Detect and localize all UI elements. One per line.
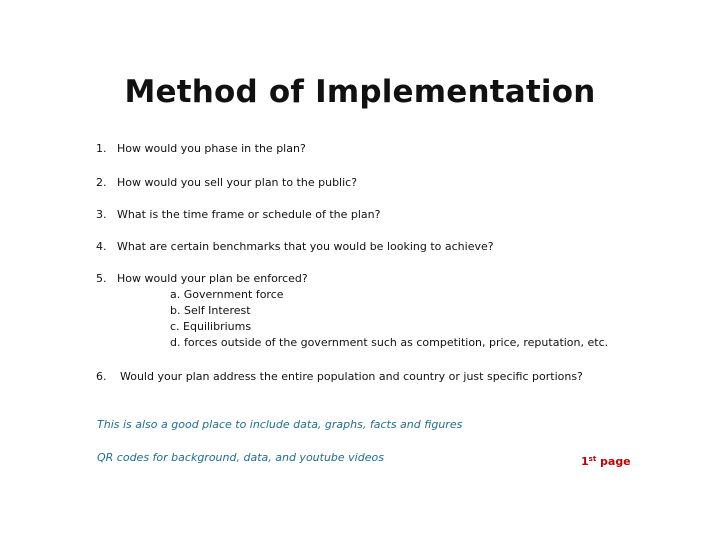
question-text: Would your plan address the entire population and country or just specific portions?: [120, 370, 583, 383]
enforcement-option: d. forces outside of the government such as competition, price, reputation, etc.: [170, 336, 609, 349]
question-text: How would you sell your plan to the public?: [117, 176, 358, 189]
question-text: What are certain benchmarks that you would be looking to achieve?: [117, 240, 494, 253]
question-number: 1.: [96, 142, 107, 155]
question-item: [96, 141, 306, 157]
page-ordinal: st: [588, 455, 597, 463]
page-word: page: [600, 455, 631, 468]
question-item: [96, 271, 308, 287]
data-note: This is also a good place to include data, graphs, facts and figures: [97, 418, 463, 431]
page-indicator: [581, 455, 631, 468]
question-item: [96, 207, 380, 223]
question-item: [96, 239, 494, 255]
question-text: How would you phase in the plan?: [117, 142, 306, 155]
page-number: 1: [581, 455, 589, 468]
question-item: [96, 369, 583, 385]
page-title: Method of Implementation: [124, 74, 596, 110]
enforcement-option: a. Government force: [170, 288, 284, 301]
enforcement-option: b. Self Interest: [170, 304, 251, 317]
question-text: What is the time frame or schedule of the plan?: [117, 208, 381, 221]
question-number: 4.: [96, 240, 107, 253]
enforcement-option: c. Equilibriums: [170, 320, 252, 333]
question-number: 6.: [96, 370, 107, 383]
question-number: 2.: [96, 176, 107, 189]
question-text: How would your plan be enforced?: [117, 272, 308, 285]
question-number: 5.: [96, 272, 107, 285]
question-number: 3.: [96, 208, 107, 221]
question-item: [96, 175, 357, 191]
qr-note: QR codes for background, data, and youtube videos: [97, 451, 384, 464]
